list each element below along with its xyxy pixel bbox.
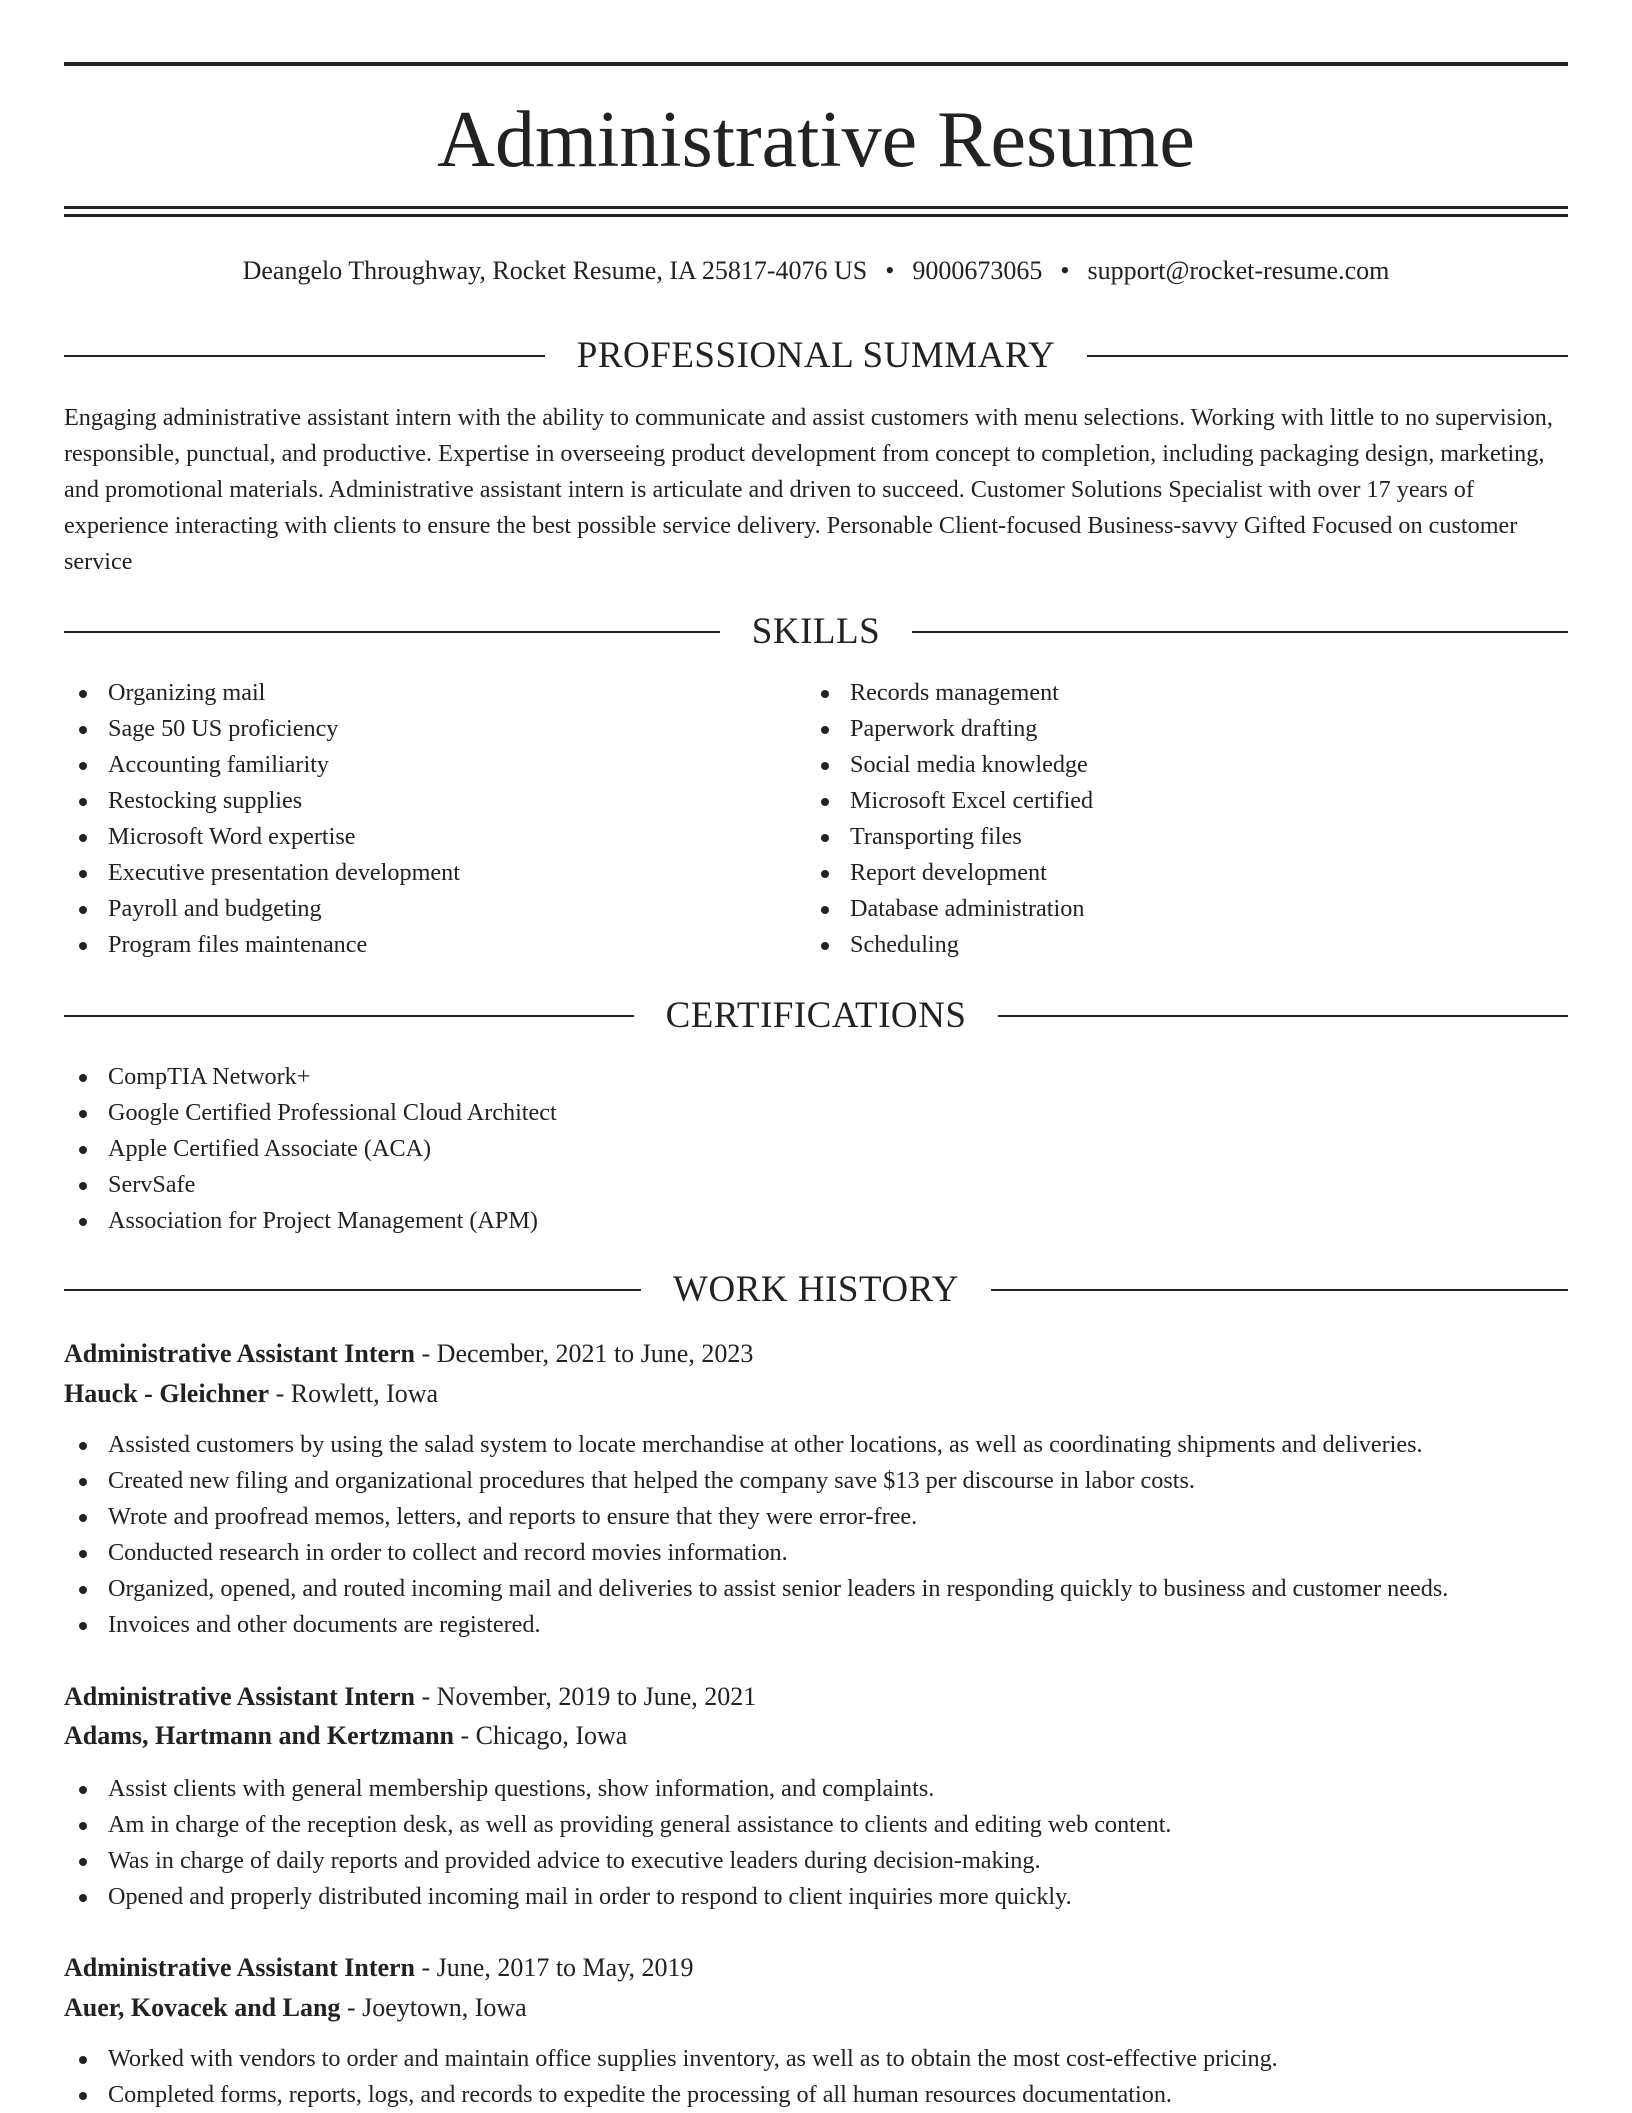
skill-item: Records management [806,675,1093,711]
page-title: Administrative Resume [437,96,1195,184]
certification-item: Google Certified Professional Cloud Architect [64,1095,557,1131]
job-bullet: Was in charge of daily reports and provided advice to executive leaders during decision-making. [64,1843,1171,1879]
job-dates: - November, 2019 to June, 2021 [415,1682,757,1711]
certifications-list [64,1059,557,1239]
skills-section-heading [64,610,1568,654]
skill-item: Payroll and budgeting [64,891,460,927]
heading-rule-left [64,1289,641,1291]
job-bullets [64,1771,1171,1915]
work-history-heading-label: WORK HISTORY [673,1269,959,1310]
heading-rule-right [1087,355,1568,357]
skill-item: Accounting familiarity [64,747,460,783]
skill-item: Sage 50 US proficiency [64,711,460,747]
header-double-rule-bottom [64,214,1568,217]
job-bullet: Invoices and other documents are registered. [64,1607,1448,1643]
header-double-rule-top [64,206,1568,209]
contact-email: support@rocket-resume.com [1087,256,1390,285]
skill-item: Organizing mail [64,675,460,711]
job-company: Auer, Kovacek and Lang [64,1993,341,2022]
job-bullet: Am in charge of the reception desk, as well as providing general assistance to clients and editing web content. [64,1807,1171,1843]
certifications-section-heading [64,994,1568,1038]
skill-item: Restocking supplies [64,783,460,819]
job-company-line [64,1718,627,1754]
certification-item: Association for Project Management (APM) [64,1203,557,1239]
job-bullet: Wrote and proofread memos, letters, and reports to ensure that they were error-free. [64,1499,1448,1535]
contact-phone: 9000673065 [912,256,1043,285]
job-company-line [64,1990,527,2026]
skills-heading-label: SKILLS [751,611,881,652]
certifications-heading-label: CERTIFICATIONS [665,995,967,1036]
contact-line [64,254,1568,288]
job-bullet: Opened and properly distributed incoming mail in order to respond to client inquiries more quickly. [64,1879,1171,1915]
summary-section-heading [64,334,1568,378]
job-bullet: Created new filing and organizational procedures that helped the company save $13 per discourse in labor costs. [64,1463,1448,1499]
job-title-line [64,1679,756,1715]
heading-rule-right [998,1015,1568,1017]
job-bullet: Organized, opened, and routed incoming mail and deliveries to assist senior leaders in responding quickly to business and customer needs. [64,1571,1448,1607]
skills-list-right [806,675,1093,963]
heading-rule-left [64,631,720,633]
job-bullet: Assisted customers by using the salad system to locate merchandise at other locations, as well as coordinating shipments and deliveries. [64,1427,1448,1463]
job-bullet: Completed forms, reports, logs, and records to expedite the processing of all human resources documentation. [64,2077,1278,2113]
job-bullet: Conducted research in order to collect and record movies information. [64,1535,1448,1571]
job-title: Administrative Assistant Intern [64,1682,416,1711]
job-company: Hauck - Gleichner [64,1379,270,1408]
job-location: - Rowlett, Iowa [269,1379,439,1408]
skill-item: Microsoft Word expertise [64,819,460,855]
certification-item: CompTIA Network+ [64,1059,557,1095]
job-company-line [64,1376,438,1412]
job-dates: - June, 2017 to May, 2019 [415,1953,694,1982]
job-company: Adams, Hartmann and Kertzmann [64,1721,455,1750]
job-title: Administrative Assistant Intern [64,1339,416,1368]
heading-rule-left [64,1015,634,1017]
skill-item: Report development [806,855,1093,891]
header-top-rule [64,62,1568,66]
job-bullets [64,1427,1448,1643]
skill-item: Transporting files [806,819,1093,855]
summary-text: Engaging administrative assistant intern with the ability to communicate and assist customers with menu selections. Working with little to no supervision, responsible, punctual, and productive. Expertise in overseeing product development from concept to completion, including packaging design, marketing, and promotional materials. Administrative assistant intern is articulate and driven to succeed. Customer Solutions Specialist with over 17 years of experience interacting with clients to ensure the best possible service delivery. Personable Client-focused Business-savvy Gifted Focused on customer service [64,404,1553,575]
job-location: - Chicago, Iowa [454,1721,628,1750]
contact-separator: • [1060,256,1070,285]
job-bullet: Assist clients with general membership questions, show information, and complaints. [64,1771,1171,1807]
skill-item: Social media knowledge [806,747,1093,783]
job-location: - Joeytown, Iowa [340,1993,527,2022]
certification-item: ServSafe [64,1167,557,1203]
certification-item: Apple Certified Associate (ACA) [64,1131,557,1167]
job-dates: - December, 2021 to June, 2023 [415,1339,754,1368]
job-title: Administrative Assistant Intern [64,1953,416,1982]
contact-address: Deangelo Throughway, Rocket Resume, IA 25817-4076 US [242,256,868,285]
skill-item: Executive presentation development [64,855,460,891]
heading-rule-left [64,355,545,357]
contact-separator: • [885,256,895,285]
job-bullets [64,2041,1278,2113]
skill-item: Database administration [806,891,1093,927]
heading-rule-right [912,631,1568,633]
job-title-line [64,1336,753,1372]
work-history-section-heading [64,1268,1568,1312]
skill-item: Paperwork drafting [806,711,1093,747]
job-bullet: Worked with vendors to order and maintain office supplies inventory, as well as to obtain the most cost-effective pricing. [64,2041,1278,2077]
skill-item: Program files maintenance [64,927,460,963]
skill-item: Scheduling [806,927,1093,963]
skills-list-left [64,675,460,963]
skill-item: Microsoft Excel certified [806,783,1093,819]
heading-rule-right [991,1289,1568,1291]
job-title-line [64,1950,694,1986]
summary-heading-label: PROFESSIONAL SUMMARY [576,335,1056,376]
